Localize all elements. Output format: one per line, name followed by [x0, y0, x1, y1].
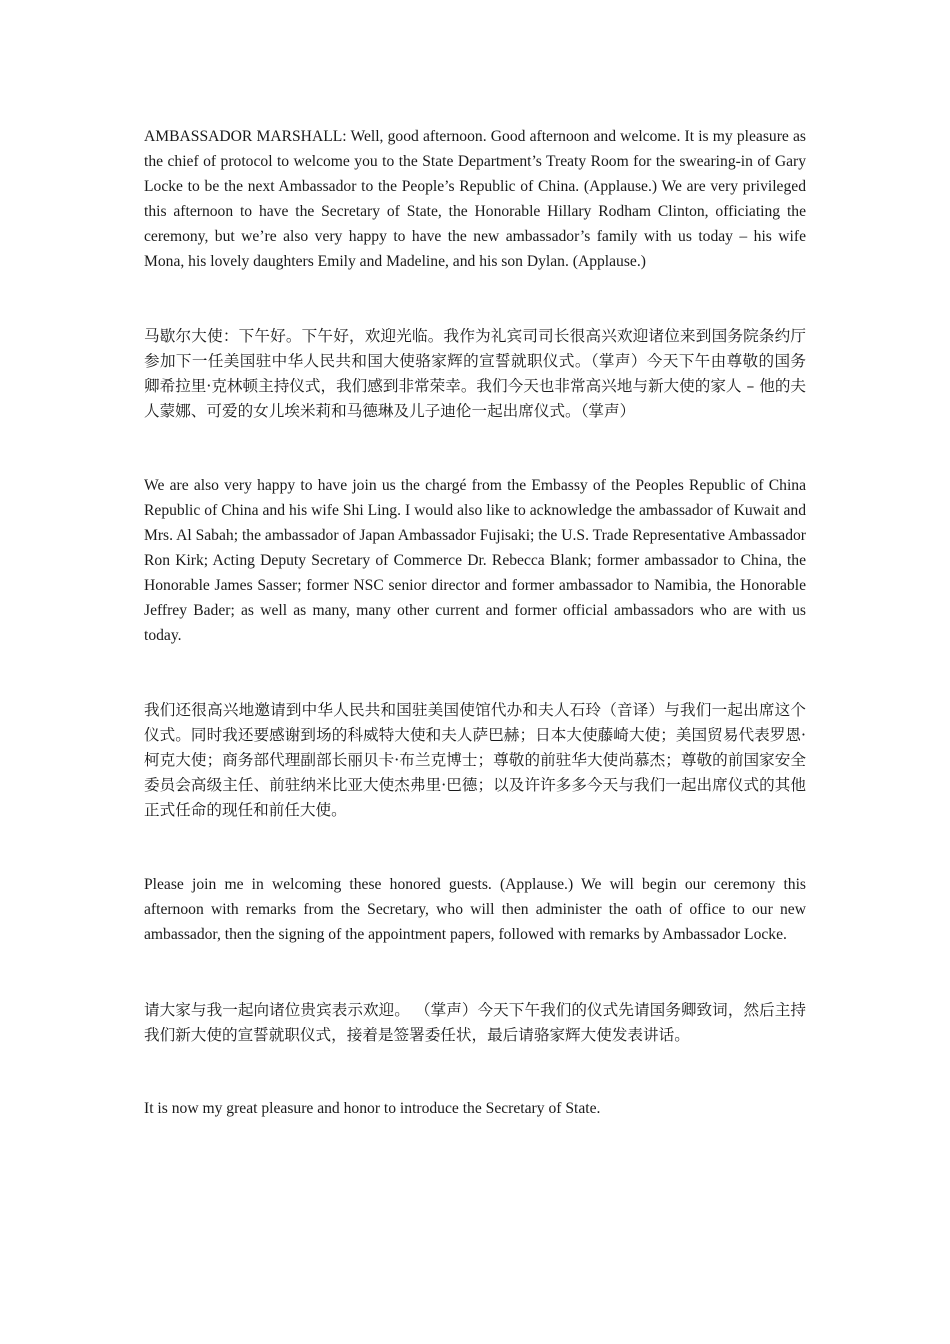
paragraph-chinese-acknowledgements: 我们还很高兴地邀请到中华人民共和国驻美国使馆代办和夫人石玲（音译）与我们一起出席这个仪式。同时我还要感谢到场的科威特大使和夫人萨巴赫；日本大使藤崎大使；美国贸易代表罗恩·柯克大使；商务部代理副部长丽贝卡·布兰克博士；尊敬的前驻华大使尚慕杰；尊敬的前国家安全委员会高级主任、前驻纳米比亚大使杰弗里·巴德；以及许许多多今天与我们一起出席仪式的其他正式任命的现任和前任大使。 — [144, 701, 806, 820]
paragraph-english-program: Please join me in welcoming these honored guests. (Applause.) We will begin our ceremony this afternoon with remarks from the Secretary, who will then administer the oath of office to our new ambassador, then the signing of the appointment papers, followed with remarks by Ambassador Locke. — [144, 875, 806, 943]
document-page — [144, 125, 806, 1122]
paragraph-chinese-program: 请大家与我一起向诸位贵宾表示欢迎。 （掌声）今天下午我们的仪式先请国务卿致词，然后主持我们新大使的宣誓就职仪式，接着是签署委任状，最后请骆家辉大使发表讲话。 — [144, 1000, 806, 1044]
paragraph-english-acknowledgements: We are also very happy to have join us the chargé from the Embassy of the Peoples Republic of China Republic of China and his wife Shi Ling. I would also like to acknowledge the ambassador of Kuwait and Mrs. Al Sabah; the ambassador of Japan Ambassador Fujisaki; the U.S. Trade Representative Ambassador Ron Kirk; Acting Deputy Secretary of Commerce Dr. Rebecca Blank; former ambassador to China, the Honorable James Sasser; former NSC senior director and former ambassador to Namibia, the Honorable Jeffrey Bader; as well as many, many other current and former official ambassadors who are with us today. — [144, 477, 806, 644]
paragraph-chinese-opening: 马歇尔大使：下午好。下午好，欢迎光临。我作为礼宾司司长很高兴欢迎诸位来到国务院条约厅参加下一任美国驻中华人民共和国大使骆家辉的宣誓就职仪式。（掌声）今天下午由尊敬的国务卿希拉里·克林顿主持仪式，我们感到非常荣幸。我们今天也非常高兴地与新大使的家人 – 他的夫人蒙娜、可爱的女儿埃米莉和马德琳及儿子迪伦一起出席仪式。（掌声） — [144, 327, 807, 421]
paragraph-english-introduction: It is now my great pleasure and honor to introduce the Secretary of State. — [144, 1100, 601, 1118]
paragraph-english-opening: AMBASSADOR MARSHALL: Well, good afternoon. Good afternoon and welcome. It is my pleasure as the chief of protocol to welcome you to the State Department’s Treaty Room for the swearing-in of Gary Locke to be the next Ambassador to the People’s Republic of China. (Applause.) We are very privileged this afternoon to have the Secretary of State, the Honorable Hillary Rodham Clinton, officiating the ceremony, but we’re also very happy to have the new ambassador’s family with us today – his wife Mona, his lovely daughters Emily and Madeline, and his son Dylan. (Applause.) — [144, 128, 806, 270]
